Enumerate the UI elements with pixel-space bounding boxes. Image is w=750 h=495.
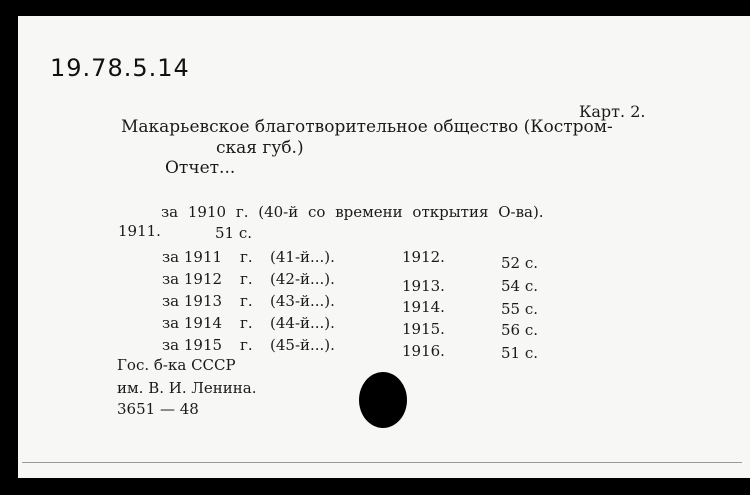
call-number: 19.78.5.14: [50, 54, 190, 82]
title-line-1: Макарьевское благотворительное общество (Костром-: [121, 117, 613, 137]
entry-year-label: за 1915: [162, 336, 223, 354]
entry-pub-year: 1914.: [402, 298, 445, 316]
entry-year-label: за 1911: [162, 248, 223, 266]
report-label: Отчет...: [165, 158, 236, 178]
entry-pages: 51 с.: [501, 344, 539, 362]
punch-hole: [359, 372, 407, 428]
entry-g: г.: [240, 336, 253, 354]
entry-pub-year: 1915.: [402, 320, 445, 338]
entry-year-label: за 1912: [162, 270, 223, 288]
card-number: Карт. 2.: [579, 102, 646, 121]
library-code: 3651 — 48: [117, 400, 199, 418]
entry-1910-pages: 51 с.: [215, 224, 253, 242]
entry-g: г.: [240, 248, 253, 266]
entry-1910-year: 1911.: [118, 222, 161, 240]
entry-1910-text: за 1910 г. (40-й со времени открытия О-ва).: [161, 203, 544, 221]
entry-ordinal: (44-й...).: [270, 314, 335, 332]
library-name: Гос. б-ка СССР: [117, 356, 236, 374]
entry-ordinal: (45-й...).: [270, 336, 335, 354]
entry-pages: 55 с.: [501, 300, 539, 318]
entry-g: г.: [240, 292, 253, 310]
card-bottom-rule: [22, 462, 742, 463]
entry-pub-year: 1916.: [402, 342, 445, 360]
entry-year-label: за 1913: [162, 292, 223, 310]
entry-pages: 56 с.: [501, 321, 539, 339]
entry-pub-year: 1913.: [402, 277, 445, 295]
entry-g: г.: [240, 314, 253, 332]
entry-ordinal: (43-й...).: [270, 292, 335, 310]
entry-pages: 52 с.: [501, 254, 539, 272]
entry-pub-year: 1912.: [402, 248, 445, 266]
entry-pages: 54 с.: [501, 277, 539, 295]
entry-g: г.: [240, 270, 253, 288]
library-dedication: им. В. И. Ленина.: [117, 379, 257, 397]
entry-year-label: за 1914: [162, 314, 223, 332]
title-line-2: ская губ.): [216, 138, 304, 158]
entry-ordinal: (42-й...).: [270, 270, 335, 288]
entry-ordinal: (41-й...).: [270, 248, 335, 266]
